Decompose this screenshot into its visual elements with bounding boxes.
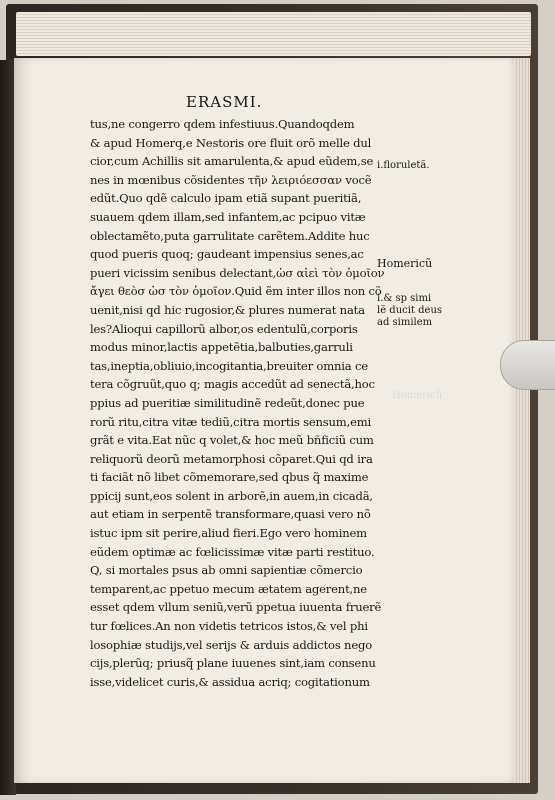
show-through-margin-note: Homericũ: [392, 390, 443, 401]
text-line: ti faciãt nõ libet cõmemorare,sed qbus q̃ maxime: [90, 470, 369, 485]
text-line: reliquorũ deorũ metamorphosi cõparet.Qui qd ira: [90, 451, 373, 466]
text-line: & apud Homerq,e Nestoris ore fluit orõ melle dul: [90, 135, 372, 150]
margin-note: ad similem: [377, 317, 433, 328]
text-line: oblectamẽto,puta garrulitate carẽtem.Addite huc: [90, 228, 370, 243]
text-line: tas,ineptia,obliuio,incogitantia,breuiter omnia ce: [90, 358, 368, 373]
text-line: cijs,plerũq; priusq̃ plane iuuenes sint,iam consenu: [90, 656, 376, 671]
text-line: rorũ ritu,citra vitæ tediũ,citra mortis sensum,emi: [90, 414, 372, 429]
text-line: modus minor,lactis appetẽtia,balbuties,garruli: [90, 340, 353, 355]
margin-note: i.floruletã.: [377, 160, 430, 171]
text-line: eũdem optimæ ac fœlicissimæ vitæ parti restituo.: [90, 544, 375, 559]
page-block-fore-edge: [514, 58, 530, 783]
text-line: losophiæ studijs,vel serijs & arduis addictos nego: [90, 637, 372, 652]
margin-note: i.& sp simi: [377, 293, 432, 304]
text-line: ppicij sunt,eos solent in arborẽ,in auem,in cicadã,: [90, 488, 373, 503]
text-line: tus,ne congerro qdem infestiuus.Quandoqdem: [90, 117, 355, 131]
text-line: Q, si mortales psus ab omni sapientiæ cõmercio: [90, 563, 363, 578]
text-line: pueri vicissim senibus delectant,ὡσ αἰεὶ τὸν ὁμοῖον: [90, 265, 385, 280]
margin-note: lẽ ducit deus: [377, 305, 443, 316]
body-text: [90, 115, 385, 691]
text-line: uenit,nisi qd hic rugosior,& plures numerat nata: [90, 302, 365, 317]
text-line: istuc ipm sit perire,aliud fieri.Ego vero hominem: [90, 526, 367, 541]
text-line: suauem qdem illam,sed infantem,ac pcipuo vitæ: [90, 209, 366, 224]
text-line: cior,cum Achillis sit amarulenta,& apud eũdem,se: [90, 154, 374, 169]
text-line: edũt.Quo qdẽ calculo ipam etiã supant pueritiã,: [90, 191, 362, 206]
running-header: ERASMI.: [186, 93, 263, 111]
text-line: tur fœlices.An non videtis tetricos istos,& vel phi: [90, 619, 368, 634]
text-line: temparent,ac ppetuo mecum ætatem agerent,ne: [90, 581, 367, 596]
text-line: les?Alioqui capillorũ albor,os edentulũ,corporis: [90, 321, 358, 336]
text-line: nes in mœnibus cõsidentes τῆν λειριόεσσαν vocẽ: [90, 172, 372, 187]
margin-note: Homericũ: [377, 257, 433, 270]
text-line: ppius ad pueritiæ similitudinẽ redeũt,donec pue: [90, 395, 365, 410]
text-line: aut etiam in serpentẽ transformare,quasi vero nõ: [90, 507, 371, 522]
text-line: tera cõgruũt,quo q; magis accedũt ad senectã,hoc: [90, 377, 375, 392]
text-line: quod pueris quoq; gaudeant impensius senes,ac: [90, 247, 364, 262]
page-block-top-edge: [16, 12, 531, 56]
bookmark-tab: [500, 340, 555, 390]
text-line: isse,videlicet curis,& assidua acriq; cogitationum: [90, 674, 370, 689]
text-line: grãt e vita.Eat nũc q volet,& hoc meũ bñficiũ cum: [90, 433, 374, 448]
text-line: ἄγει θεὸσ ὡσ τὸν ὁμοῖον.Quid ẽm inter illos non cõ: [90, 284, 382, 299]
text-line: esset qdem vllum seniũ,verũ ppetua iuuenta fruerẽ: [90, 600, 382, 615]
